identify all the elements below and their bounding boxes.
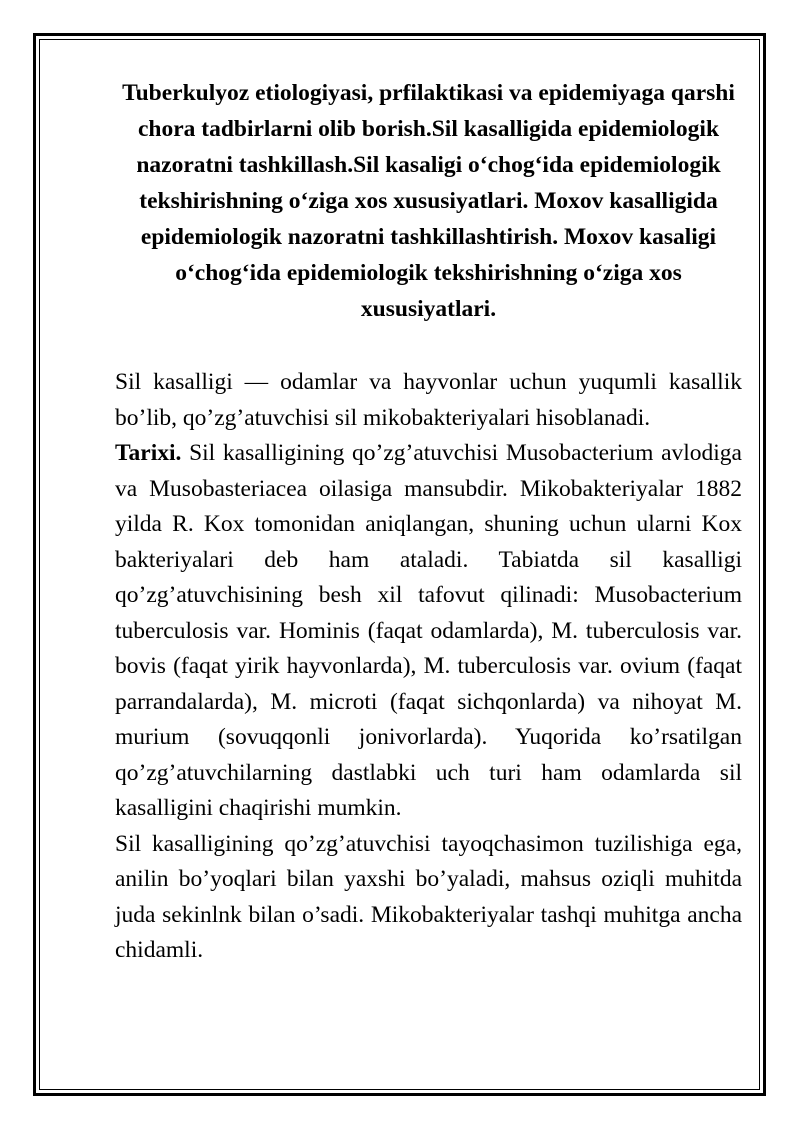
paragraph-history-lead: Tarixi. xyxy=(115,440,182,466)
document-title: Tuberkulyoz etiologiyasi, prfilaktikasi va epidemiyaga qarshi chora tadbirlarni olib borish.Sil kasalligida epidemiologik nazoratni tashkillash.Sil kasaligi o‘chog‘ida epidemiologik tekshirishning o‘ziga xos xususiyatlari. Moxov kasalligida epidemiologik nazoratni tashkillashtirish. Moxov kasaligi o‘chog‘ida epidemiologik tekshirishning o‘ziga xos xususiyatlari. xyxy=(122,80,735,322)
paragraph-definition xyxy=(115,365,742,436)
paragraph-history xyxy=(115,436,742,827)
paragraph-history-text: Sil kasalligining qo’zg’atuvchisi Musobacterium avlodiga va Musobasteriacea oilasiga mansubdir. Mikobakteriyalar 1882 yilda R. Kox tomonidan aniqlangan, shuning uchun ularni Kox bakteriyalari deb ham ataladi. Tabiatda sil kasalligi qo’zg’atuvchisining besh xil tafovut qilinadi: Musobacterium tuberculosis var. Hominis (faqat odamlarda), M. tuberculosis var. bovis (faqat yirik hayvonlarda), M. tuberculosis var. ovium (faqat parrandalarda), M. microti (faqat sichqonlarda) va nihoyat M. murium (sovuqqonli jonivorlarda). Yuqorida ko’rsatilgan qo’zg’atuvchilarning dastlabki uch turi ham odamlarda sil kasalligini chaqirishi mumkin. xyxy=(115,440,742,821)
paragraph-definition-text: Sil kasalligi — odamlar va hayvonlar uchun yuqumli kasallik bo’lib, qo’zg’atuvchisi sil mikobakteriyalari hisoblanadi. xyxy=(115,369,742,431)
paragraph-pathogen-text: Sil kasalligining qo’zg’atuvchisi tayoqchasimon tuzilishiga ega, anilin bo’yoqlari bilan yaxshi bo’yaladi, mahsus oziqli muhitda juda sekinlnk bilan o’sadi. Mikobakteriyalar tashqi muhitga ancha chidamli. xyxy=(115,830,742,963)
title-spacer xyxy=(115,327,742,365)
paragraph-pathogen xyxy=(115,827,742,969)
page-content xyxy=(115,75,742,969)
